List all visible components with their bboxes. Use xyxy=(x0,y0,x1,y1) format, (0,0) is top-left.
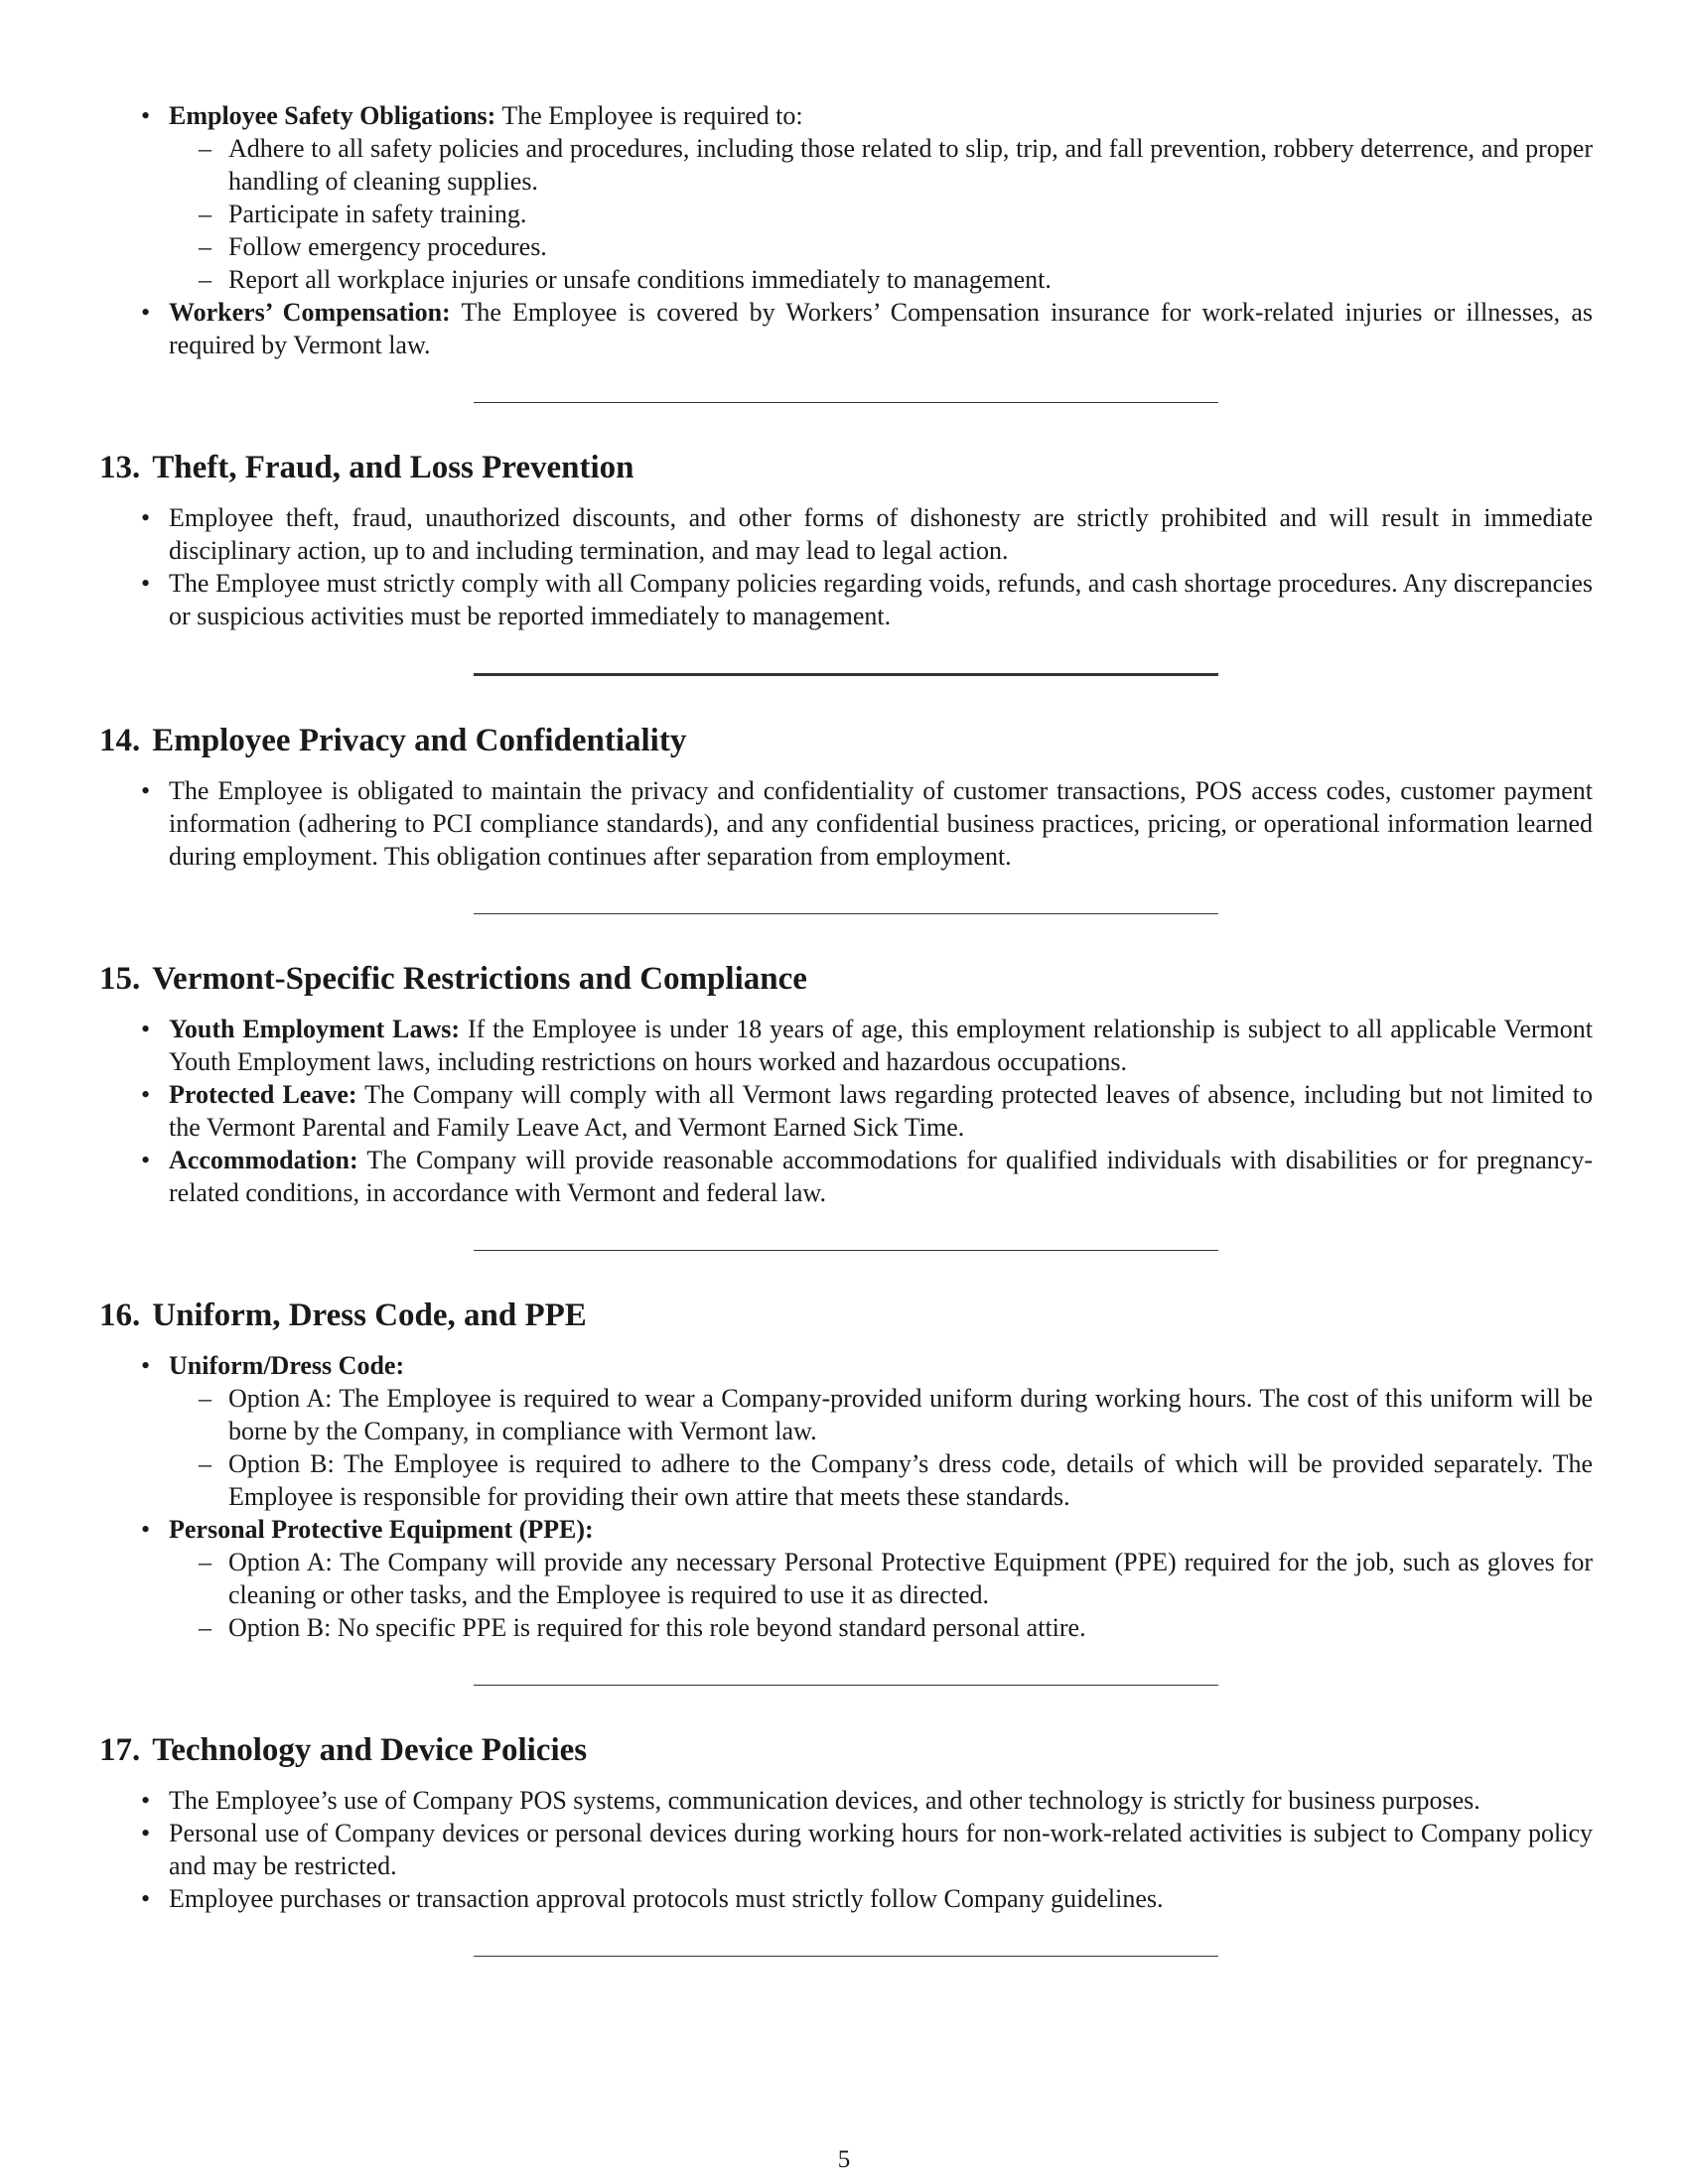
section-heading-17 xyxy=(99,1730,1593,1770)
section-heading-15 xyxy=(99,959,1593,999)
bold-label: Uniform/Dress Code: xyxy=(169,1351,405,1380)
section-number: 15. xyxy=(99,961,141,997)
sub-list-item: – Report all workplace injuries or unsafe conditions immediately to management. xyxy=(169,263,1593,296)
section-title: Technology and Device Policies xyxy=(152,1732,588,1768)
list-item: • Employee theft, fraud, unauthorized discounts, and other forms of dishonesty are strictly prohibited and will result in immediate disciplinary action, up to and including termination, and may lead to legal action. xyxy=(99,501,1593,567)
bold-label: Youth Employment Laws: xyxy=(169,1015,461,1043)
list-item-text: The Employee is required to: xyxy=(501,101,803,130)
list-item xyxy=(99,1144,1593,1209)
list-item xyxy=(99,1078,1593,1144)
list-item: • Employee purchases or transaction approval protocols must strictly follow Company guidelines. xyxy=(99,1882,1593,1915)
list-item xyxy=(99,99,1593,296)
bold-label: Workers’ Compensation: xyxy=(169,298,451,327)
section-14-list xyxy=(99,774,1593,873)
section-divider xyxy=(474,913,1218,914)
list-item xyxy=(99,1513,1593,1644)
section-heading-13 xyxy=(99,448,1593,487)
section-17-list xyxy=(99,1784,1593,1915)
section-15-list xyxy=(99,1013,1593,1209)
bold-label: Employee Safety Obligations: xyxy=(169,101,496,130)
bold-label: Accommodation: xyxy=(169,1146,358,1174)
section-title: Vermont-Specific Restrictions and Compliance xyxy=(152,961,807,997)
sub-list-item: – Option A: The Employee is required to wear a Company-provided uniform during working hours. The cost of this uniform will be borne by the Company, in compliance with Vermont law. xyxy=(169,1382,1593,1447)
section-divider xyxy=(474,1956,1218,1957)
page-number: 5 xyxy=(837,2146,851,2173)
section-divider xyxy=(474,1685,1218,1686)
section-title: Uniform, Dress Code, and PPE xyxy=(152,1297,587,1333)
list-item-text: If the Employee is under 18 years of age, this employment relationship is subject to all applicable Vermont Youth Employment laws, including restrictions on hours worked and hazardous occupations. xyxy=(169,1015,1593,1076)
sub-list-item: – Option A: The Company will provide any necessary Personal Protective Equipment (PPE) required for the job, such as gloves for cleaning or other tasks, and the Employee is required to use it as directed. xyxy=(169,1546,1593,1611)
section-number: 14. xyxy=(99,723,141,758)
ppe-options-list xyxy=(169,1546,1593,1644)
list-item xyxy=(99,1349,1593,1513)
sub-list-item: – Option B: The Employee is required to adhere to the Company’s dress code, details of which will be provided separately. The Employee is responsible for providing their own attire that meets these standards. xyxy=(169,1447,1593,1513)
section-number: 16. xyxy=(99,1297,141,1333)
page-content xyxy=(99,99,1593,1957)
section-title: Theft, Fraud, and Loss Prevention xyxy=(152,450,634,485)
list-item: • The Employee’s use of Company POS systems, communication devices, and other technology is strictly for business purposes. xyxy=(99,1784,1593,1817)
list-item-text: The Company will comply with all Vermont laws regarding protected leaves of absence, including but not limited to the Vermont Parental and Family Leave Act, and Vermont Earned Sick Time. xyxy=(169,1080,1594,1142)
sub-list-item: – Follow emergency procedures. xyxy=(169,230,1593,263)
bold-label: Personal Protective Equipment (PPE): xyxy=(169,1515,594,1544)
section-number: 17. xyxy=(99,1732,141,1768)
sub-list-item: – Adhere to all safety policies and procedures, including those related to slip, trip, and fall prevention, robbery deterrence, and proper handling of cleaning supplies. xyxy=(169,132,1593,198)
section-16-list xyxy=(99,1349,1593,1644)
section-heading-14 xyxy=(99,721,1593,760)
section-heading-16 xyxy=(99,1296,1593,1335)
list-item-text: The Employee is covered by Workers’ Compensation insurance for work-related injuries or illnesses, as required by Vermont law. xyxy=(169,298,1593,359)
list-item: • The Employee must strictly comply with all Company policies regarding voids, refunds, and cash shortage procedures. Any discrepancies or suspicious activities must be reported immediately to management. xyxy=(99,567,1593,632)
section-13-list xyxy=(99,501,1593,632)
list-item xyxy=(99,296,1593,361)
list-item xyxy=(99,1013,1593,1078)
section-divider xyxy=(474,1250,1218,1251)
list-item: • The Employee is obligated to maintain the privacy and confidentiality of customer transactions, POS access codes, customer payment information (adhering to PCI compliance standards), and any confidential business practices, pricing, or operational information learned during employment. This obligation continues after separation from employment. xyxy=(99,774,1593,873)
section-divider xyxy=(474,402,1218,403)
section-divider xyxy=(474,673,1218,676)
safety-sublist xyxy=(169,132,1593,296)
bold-label: Protected Leave: xyxy=(169,1080,357,1109)
section-title: Employee Privacy and Confidentiality xyxy=(152,723,687,758)
section-number: 13. xyxy=(99,450,141,485)
sub-list-item: – Option B: No specific PPE is required for this role beyond standard personal attire. xyxy=(169,1611,1593,1644)
list-item-text: The Company will provide reasonable accommodations for qualified individuals with disabilities or for pregnancy-related conditions, in accordance with Vermont and federal law. xyxy=(169,1146,1593,1207)
uniform-options-list xyxy=(169,1382,1593,1513)
safety-list xyxy=(99,99,1593,361)
sub-list-item: – Participate in safety training. xyxy=(169,198,1593,230)
list-item: • Personal use of Company devices or personal devices during working hours for non-work-related activities is subject to Company policy and may be restricted. xyxy=(99,1817,1593,1882)
